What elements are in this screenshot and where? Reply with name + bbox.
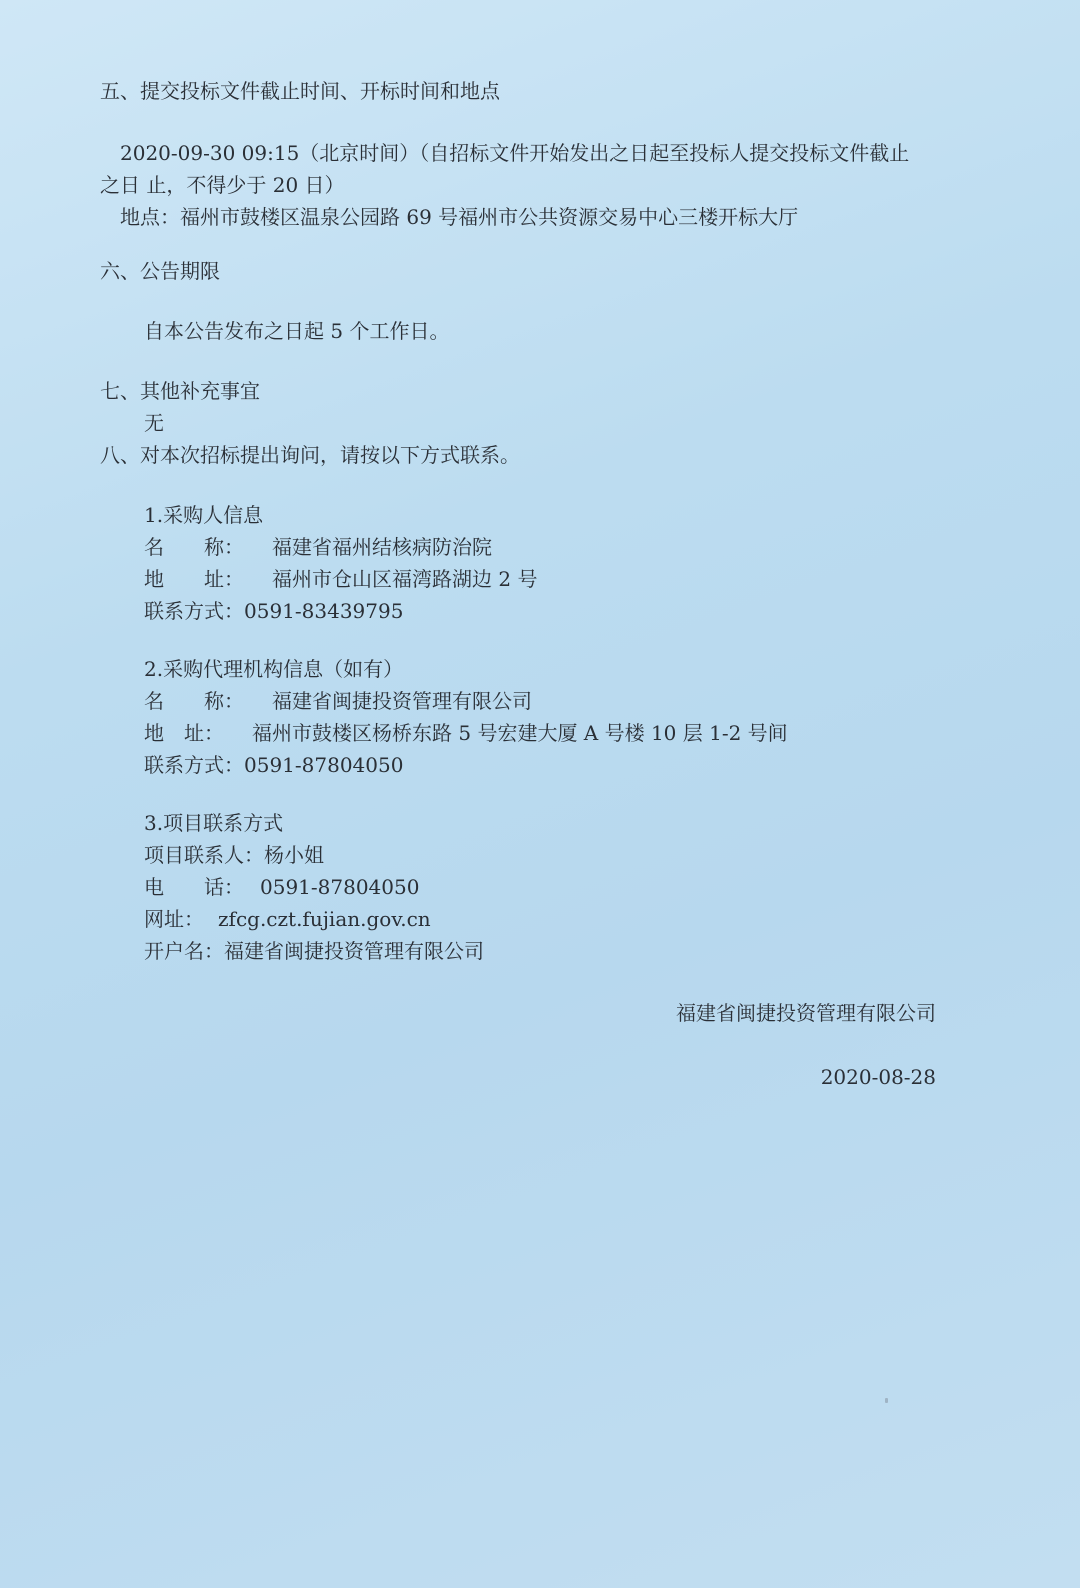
section-5-heading: 五、提交投标文件截止时间、开标时间和地点	[100, 79, 500, 103]
project-web-label: 网址：	[144, 907, 204, 931]
agency-title: 2.采购代理机构信息（如有）	[144, 657, 404, 681]
section-5-deadline-line2: 之日 止，不得少于 20 日）	[100, 173, 345, 197]
signature-date: 2020-08-28	[820, 1065, 936, 1089]
purchaser-name-row	[144, 534, 492, 560]
agency-name-row	[144, 688, 532, 714]
section-6-body: 自本公告发布之日起 5 个工作日。	[144, 319, 450, 343]
purchaser-name: 福建省福州结核病防治院	[272, 535, 492, 559]
agency-name: 福建省闽捷投资管理有限公司	[272, 689, 532, 713]
purchaser-address-label: 地 址：	[144, 567, 244, 591]
project-web: zfcg.czt.fujian.gov.cn	[218, 907, 431, 931]
project-phone: 0591-87804050	[260, 875, 420, 899]
section-5-deadline-line1: 2020-09-30 09:15（北京时间）（自招标文件开始发出之日起至投标人提交投标文件截止	[120, 141, 910, 165]
purchaser-contact-label: 联系方式：	[144, 599, 244, 623]
project-person: 杨小姐	[264, 843, 324, 867]
purchaser-contact-row	[144, 598, 403, 624]
purchaser-contact: 0591-83439795	[244, 599, 404, 623]
project-phone-row	[144, 874, 419, 900]
paper-speck	[885, 1398, 888, 1403]
agency-address: 福州市鼓楼区杨桥东路 5 号宏建大厦 A 号楼 10 层 1-2 号间	[252, 721, 788, 745]
section-8-heading: 八、对本次招标提出询问，请按以下方式联系。	[100, 443, 520, 467]
signature-company: 福建省闽捷投资管理有限公司	[676, 1001, 936, 1025]
agency-name-label: 名 称：	[144, 689, 244, 713]
project-account: 福建省闽捷投资管理有限公司	[224, 939, 484, 963]
project-phone-label: 电 话：	[144, 875, 244, 899]
section-7-body: 无	[144, 411, 164, 435]
agency-address-label: 地 址：	[144, 721, 224, 745]
section-6-heading: 六、公告期限	[100, 259, 220, 283]
purchaser-name-label: 名 称：	[144, 535, 244, 559]
agency-address-row	[144, 720, 788, 746]
purchaser-address-row	[144, 566, 537, 592]
agency-contact-row	[144, 752, 403, 778]
agency-contact-label: 联系方式：	[144, 753, 244, 777]
purchaser-title: 1.采购人信息	[144, 503, 264, 527]
project-person-row	[144, 842, 324, 868]
project-title: 3.项目联系方式	[144, 811, 284, 835]
section-5-location: 地点：福州市鼓楼区温泉公园路 69 号福州市公共资源交易中心三楼开标大厅	[120, 205, 799, 229]
agency-contact: 0591-87804050	[244, 753, 404, 777]
section-7-heading: 七、其他补充事宜	[100, 379, 260, 403]
project-account-label: 开户名：	[144, 939, 224, 963]
project-web-row	[144, 906, 431, 932]
project-person-label: 项目联系人：	[144, 843, 264, 867]
purchaser-address: 福州市仓山区福湾路湖边 2 号	[272, 567, 538, 591]
project-account-row	[144, 938, 484, 964]
